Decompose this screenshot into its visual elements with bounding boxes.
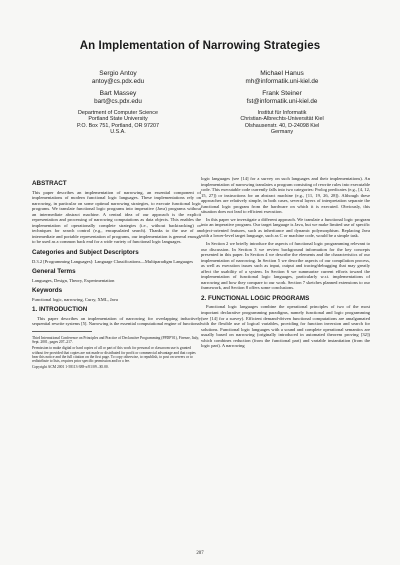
terms-text: Languages, Design, Theory, Experimentation — [32, 277, 115, 283]
right-column — [201, 176, 370, 351]
terms-heading: General Terms — [32, 268, 76, 276]
keywords-text: Functional logic, narrowing, Curry, XML, Java — [32, 296, 118, 302]
section-2-heading: 2. FUNCTIONAL LOGIC PROGRAMS — [201, 294, 310, 302]
body-paragraph: Functional logic languages combine the operational principles of two of the most important declarative programming paradigms, namely functional and logic programming (see [14] for a survey). Efficient demand-driven functional computations are amalgamated with the flexible use of logical variables, providing for function inversion and search for solutions. Functional logic languages with a sound and complete operational semantics are usually based on narrowing (originally introduced in automated theorem proving [32]) which combines reduction (from the functional part) and variable instantiation (from the logic part). A narrowing — [201, 304, 370, 349]
author-email: fst@informatik.uni-kiel.de — [246, 98, 318, 105]
body-paragraph: In this paper we investigate a different approach. We translate a functional logic program into an imperative program. Our target language is Java, but we make limited use of specific object-oriented features, such as inheritance and dynamic polymorphism. Replacing Java with a lower-level target language, such as C or machine code, would be a simple task. — [201, 216, 370, 239]
footnote-permission: Permission to make digital or hard copies of all or part of this work for personal or classroom use is granted without fee provided that copies are not made or distributed for profit or commercial advantage and that copies bear this notice and the full citation on the first page. To copy otherwise, to republish, to post on servers or to redistribute to lists, requires prior specific permission and/or a fee. — [32, 346, 196, 364]
author-column-right — [202, 70, 362, 136]
left-column — [32, 176, 201, 371]
affiliation-line: Germany — [270, 129, 294, 136]
affiliation-line: Institut für Informatik — [257, 110, 307, 116]
footnote-conference: Third International Conference on Principles and Practice of Declarative Programming (PPDP'01), Firenze, Italy, Sept. 2001, pages 207–217. — [32, 335, 200, 345]
abstract-heading: ABSTRACT — [32, 180, 67, 187]
author-name: Sergio Antoy — [99, 70, 137, 77]
categories-text: D.3.2 [Programming Languages]: Language Classifications—Multiparadigm Languages — [32, 258, 193, 264]
author-email: mh@informatik.uni-kiel.de — [245, 78, 319, 85]
copyright-footnote — [32, 336, 201, 370]
body-paragraph: logic languages (see [14] for a survey on such languages and their implementations). An implementation of narrowing translates a program consisting of rewrite rules into executable code. This executable code currently falls into two categories: Prolog predicates (e.g., [4, 12, 15, 27]) or instructions for an abstract machine (e.g., [11, 19, 26, 28]). Although these approaches are relatively simple, in both cases, several layers of interpretation separate the functional logic program from the hardware on which it is executed. Obviously, this situation does not lead to efficient execution. — [201, 176, 370, 215]
author-column-left — [38, 70, 198, 136]
footnote-copyright: Copyright ACM 2001 1-58113-388-x/01/09...$5.00. — [32, 365, 109, 370]
introduction-heading: 1. INTRODUCTION — [32, 306, 88, 314]
author-name: Michael Hanus — [260, 70, 304, 77]
author-email: antoy@cs.pdx.edu — [91, 78, 145, 85]
affiliation-line: Olshausenstr. 40, D-24098 Kiel — [244, 122, 320, 129]
affiliation-line: U.S.A. — [110, 129, 126, 136]
page-number: 207 — [196, 551, 204, 556]
paper-title: An Implementation of Narrowing Strategies — [79, 40, 321, 52]
author-name: Frank Steiner — [262, 90, 302, 97]
author-block — [38, 70, 362, 136]
footnote-divider — [32, 331, 92, 332]
categories-heading: Categories and Subject Descriptors — [32, 249, 139, 257]
author-name: Bart Massey — [99, 90, 137, 97]
affiliation-line: P.O. Box 751, Portland, OR 97207 — [76, 122, 159, 129]
abstract-text: This paper describes an implementation of narrowing, an essential component of implementations of modern functional logic languages. These implementations rely on narrowing, in particular on some optimal narrowing strategies, to execute functional logic programs. We translate functional logic programs into imperative (Java) programs without an intermediate abstract machine. A central idea of our approach is the explicit representation and processing of narrowing computations as data objects. This enables the implementation of operationally complete strategies (i.e., without backtracking) or techniques for search control (e.g., encapsulated search). Thanks to the use of an intermediate and portable representation of programs, our implementation is general enough to be used as a common back end for a wide variety of functional logic languages. — [32, 189, 201, 245]
affiliation-line: Portland State University — [88, 116, 148, 123]
affiliation — [202, 110, 362, 136]
keywords-heading: Keywords — [32, 287, 63, 295]
affiliation-line: Department of Computer Science — [78, 110, 158, 116]
body-paragraph: In Section 2 we briefly introduce the aspects of functional logic programming relevant to our discussion. In Section 3 we review background information for the key concepts presented in this paper. In Section 4 we describe the elements and the characteristics of our implementation of narrowing. In Section 5 we describe aspects of our compilation process, as well as execution issues such as input, output and tracing/debugging that may greatly affect the usability of a system. In Section 6 we summarize current efforts toward the implementation of functional logic languages, particularly w.r.t. implementations of narrowing and how they compare to our work. Section 7 sketches planned extensions to our framework, and Section 8 offers some conclusions. — [201, 241, 370, 291]
introduction-text: This paper describes an implementation of narrowing for overlapping inductively sequential rewrite systems [5]. Narrowing is the essential computational engine of functional — [32, 315, 201, 327]
affiliation-line: Christian-Albrechts-Universität Kiel — [240, 116, 324, 123]
author-email: bart@cs.pdx.edu — [94, 98, 142, 105]
affiliation — [38, 110, 198, 136]
